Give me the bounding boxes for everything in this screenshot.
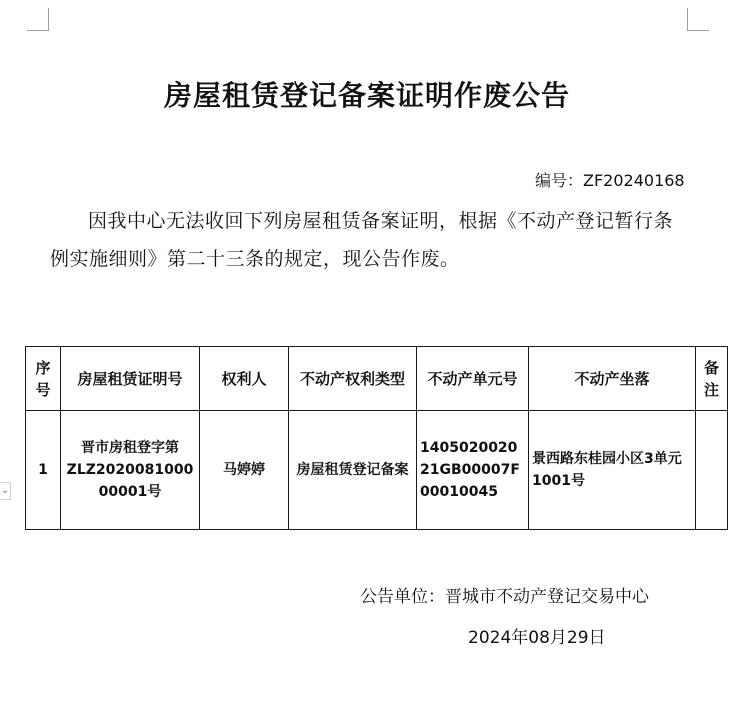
header-unit-no: 不动产单元号 bbox=[417, 347, 529, 411]
issuing-unit: 公告单位：晋城市不动产登记交易中心 bbox=[360, 587, 649, 607]
cell-unit-no: 140502002021GB00007F00010045 bbox=[417, 411, 529, 530]
table-row bbox=[26, 411, 728, 530]
chevron-down-icon[interactable]: ⌄ bbox=[0, 482, 11, 500]
header-owner: 权利人 bbox=[200, 347, 289, 411]
cell-location: 景西路东桂园小区3单元1001号 bbox=[529, 411, 696, 530]
header-cert: 房屋租赁证明号 bbox=[61, 347, 200, 411]
page-corner-mark-top-left bbox=[27, 30, 49, 31]
page-corner-mark-top-left-vertical bbox=[48, 8, 49, 31]
header-right-type: 不动产权利类型 bbox=[289, 347, 417, 411]
cell-note bbox=[696, 411, 728, 530]
cell-right-type: 房屋租赁登记备案 bbox=[289, 411, 417, 530]
document-number: 编号：ZF20240168 bbox=[535, 171, 685, 190]
page-corner-mark-top-right bbox=[687, 30, 709, 31]
announcement-body: 因我中心无法收回下列房屋租赁备案证明，根据《不动产登记暂行条例实施细则》第二十三条的规定，现公告作废。 bbox=[50, 210, 674, 270]
cell-seq: 1 bbox=[26, 411, 61, 530]
cell-owner: 马婷婷 bbox=[200, 411, 289, 530]
page-corner-mark-top-right-vertical bbox=[687, 8, 688, 31]
issue-date: 2024年08月29日 bbox=[468, 628, 606, 648]
cell-cert: 晋市房租登字第ZLZ202008100000001号 bbox=[61, 411, 200, 530]
header-location: 不动产坐落 bbox=[529, 347, 696, 411]
document-title: 房屋租赁登记备案证明作废公告 bbox=[163, 79, 570, 112]
header-note: 备注 bbox=[696, 347, 728, 411]
table-header-row bbox=[26, 347, 728, 411]
void-certificate-table bbox=[25, 346, 728, 530]
header-seq: 序号 bbox=[26, 347, 61, 411]
